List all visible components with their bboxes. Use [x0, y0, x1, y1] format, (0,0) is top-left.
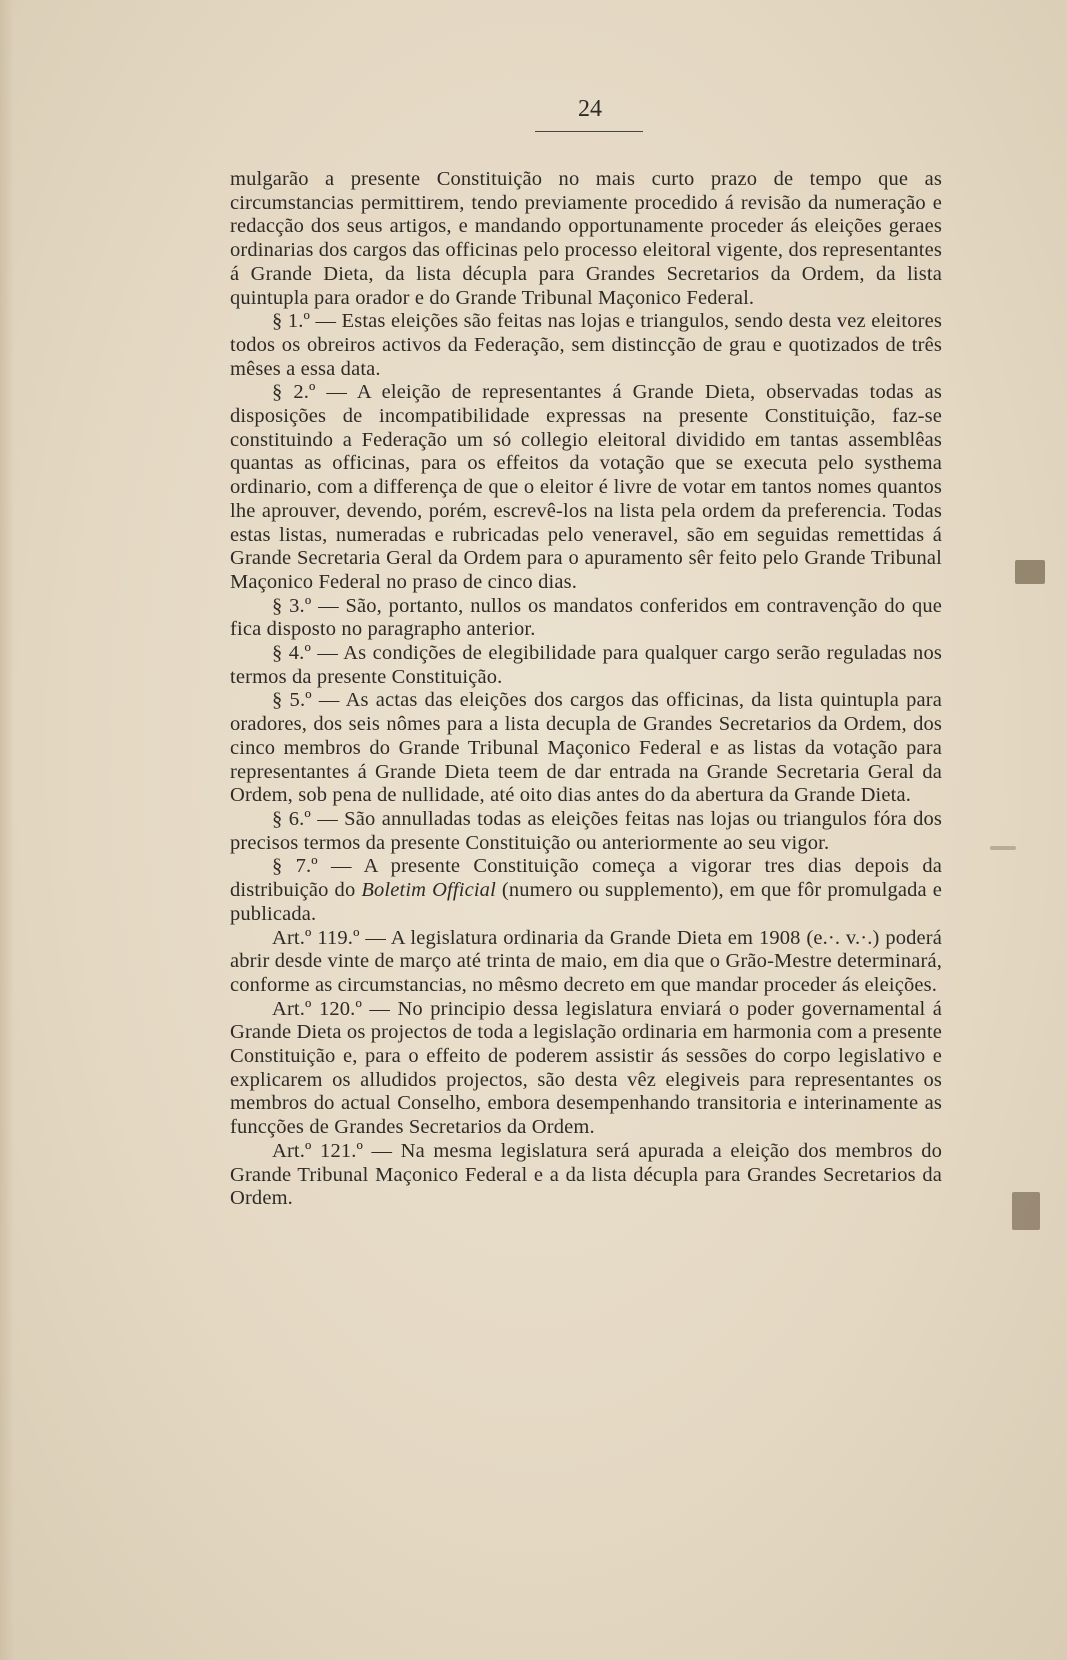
paragraph-section-5: § 5.º — As actas das eleições dos cargos das officinas, da lista quintupla para oradores, dos seis nômes para a lista decupla de Grandes Secretarios da Ordem, dos cinco membros do Grande Tribunal Maçonico Federal e as listas da votação para representantes á Grande Dieta teem de dar entrada na Grande Secretaria Geral da Ordem, sob pena de nullidade, até oito dias antes do da abertura da Grande Dieta.	[230, 689, 942, 807]
paragraph-section-1: § 1.º — Estas eleições são feitas nas lojas e triangulos, sendo desta vez eleitores todos os obreiros activos da Federação, sem distincção de grau e quotizados de três mêses a essa data.	[230, 310, 942, 380]
paragraph-art-120: Art.º 120.º — No principio dessa legislatura enviará o poder governamental á Grande Dieta os projectos de toda a legislação ordinaria em harmonia com a presente Constituição e, para o effeito de poderem assistir ás sessões do corpo legislativo e explicarem os alludidos projectos, são desta vêz elegiveis para representantes os membros do actual Conselho, embora desempenhando transitoria e interinamente as funcções de Grandes Secretarios da Ordem.	[230, 997, 943, 1139]
paragraph-section-7	[230, 855, 942, 926]
paragraph-art-119: Art.º 119.º — A legislatura ordinaria da Grande Dieta em 1908 (e.·. v.·.) poderá abrir desde vinte de março até trinta de maio, em dia que o Grão-Mestre determinará, conforme as circumstancias, no mêsmo decreto em que mandar proceder ás eleições.	[230, 926, 942, 996]
section-7-text-before: § 7.º — A presente Constituição começa a vigorar tres dias depois da distribuição do	[230, 855, 942, 902]
paragraph-section-6: § 6.º — São annulladas todas as eleições feitas nas lojas ou triangulos fóra dos precisos termos da presente Constituição ou anteriormente ao seu vigor.	[230, 807, 942, 854]
page-number: 24	[578, 96, 602, 122]
margin-marking	[1012, 1192, 1040, 1230]
section-7-text-after: (numero ou supplemento), em que fôr promulgada e publicada.	[230, 879, 942, 925]
page-edge-shadow	[0, 0, 14, 1660]
paragraph-section-3: § 3.º — São, portanto, nullos os mandatos conferidos em contravenção do que fica disposto no paragrapho anterior.	[230, 594, 942, 641]
body-text	[230, 168, 942, 1211]
paragraph-section-2: § 2.º — A eleição de representantes á Grande Dieta, observadas todas as disposições de incompatibilidade expressas na presente Constituição, faz-se constituindo a Federação um só collegio eleitoral dividido em tantas assemblêas quantas as officinas, para os effeitos da votação que se executa pelo systhema ordinario, com a differença de que o eleitor é livre de votar em tantos nomes quantos lhe aprouver, devendo, porém, escrevê-los na lista pela ordem da preferencia. Todas estas listas, numeradas e rubricadas pelo veneravel, são em seguidas remettidas á Grande Secretaria Geral da Ordem para o apuramento sêr feito pelo Grande Tribunal Maçonico Federal no praso de cinco dias.	[230, 381, 942, 593]
paragraph-art-121: Art.º 121.º — Na mesma legislatura será apurada a eleição dos membros do Grande Tribunal Maçonico Federal e a da lista décupla para Grandes Secretarios da Ordem.	[230, 1139, 942, 1210]
page-number-rule	[535, 131, 643, 132]
margin-marking	[1015, 560, 1045, 584]
paragraph-continuation: mulgarão a presente Constituição no mais curto prazo de tempo que as circumstancias permittirem, tendo previamente procedido á revisão da numeração e redacção dos seus artigos, e mandando opportunamente proceder ás eleições geraes ordinarias dos cargos das officinas pelo processo eleitoral vigente, dos representantes á Grande Dieta, da lista décupla para Grandes Secretarios da Ordem, da lista quintupla para orador e do Grande Tribunal Maçonico Federal.	[230, 168, 942, 309]
paragraph-section-4: § 4.º — As condições de elegibilidade para qualquer cargo serão reguladas nos termos da presente Constituição.	[230, 642, 942, 688]
margin-marking	[990, 846, 1016, 850]
section-7-publication-title: Boletim Official	[361, 879, 496, 902]
